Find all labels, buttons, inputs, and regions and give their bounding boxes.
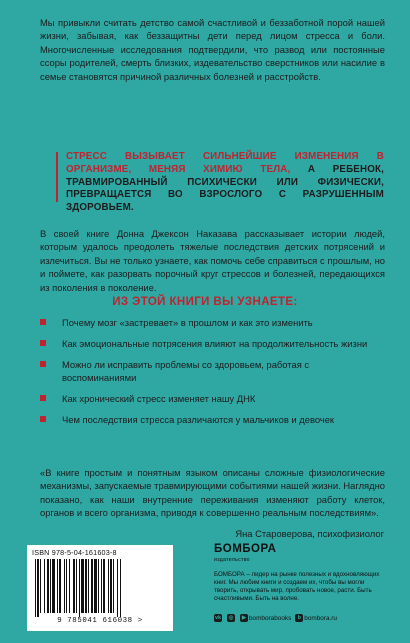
barcode-bar	[47, 559, 49, 613]
review-author: Яна Староверова, психофизиолог	[235, 528, 384, 539]
social-link[interactable]	[214, 614, 223, 622]
bullet-list	[40, 316, 385, 434]
barcode-bar	[79, 559, 80, 617]
publisher-logo: БОМБОРА	[214, 543, 277, 555]
barcode-bar	[98, 559, 99, 613]
bullet-item: Можно ли исправить проблемы со здоровьем, работая с воспоминаниями	[40, 358, 385, 384]
social-link[interactable]	[240, 614, 291, 622]
web-icon: b	[295, 614, 303, 622]
barcode-bar	[35, 559, 36, 617]
bullet-item: Как хронический стресс изменяет нашу ДНК	[40, 392, 385, 405]
youtube-icon: ▶	[241, 615, 247, 621]
bullet-square-icon	[40, 395, 46, 401]
barcode-bar	[91, 559, 93, 613]
pull-quote	[66, 151, 384, 215]
barcode-bar	[120, 559, 121, 617]
bullet-square-icon	[40, 319, 46, 325]
barcode-bar	[76, 559, 77, 613]
instagram-icon: ◎	[228, 615, 234, 621]
pull-quote-red: СТРЕСС ВЫЗЫВАЕТ СИЛЬНЕЙШИЕ ИЗМЕНЕНИЯ В ОРГАНИЗМЕ, МЕНЯЯ ХИМИЮ ТЕЛА,	[66, 151, 384, 175]
social-links	[214, 614, 389, 626]
barcode-bar	[110, 559, 112, 613]
barcode-digits: 9 785041 616038 >	[57, 617, 143, 625]
barcode-block	[27, 545, 173, 631]
barcode-bar	[101, 559, 102, 613]
barcode-bar	[88, 559, 89, 613]
barcode-bar	[66, 559, 67, 613]
barcode-bar	[57, 559, 58, 613]
social-label: bomborabooks	[249, 614, 292, 622]
barcode-bar	[64, 559, 65, 613]
barcode-bar	[50, 559, 51, 613]
barcode-bar	[94, 559, 97, 613]
barcode-bar	[108, 559, 109, 613]
publisher-blurb: БОМБОРА – лидер на рынке полезных и вдохновляющих книг. Мы любим книги и создаем их, чтобы вы могли творить, открывать мир, пробовать новое, расти. Быть счастливыми. Быть на волне.	[214, 571, 380, 602]
publisher-logo-subtitle: издательство	[214, 557, 250, 563]
bullets-heading: ИЗ ЭТОЙ КНИГИ ВЫ УЗНАЕТЕ:	[112, 296, 298, 308]
barcode-bar	[113, 559, 114, 613]
barcode-bar	[40, 559, 41, 613]
barcode-bar	[44, 559, 45, 613]
pull-quote-dark: А РЕБЕНОК, ТРАВМИРОВАННЫЙ ПСИХИЧЕСКИ ИЛИ ФИЗИЧЕСКИ, ПРЕВРАЩАЕТСЯ ВО ВЗРОСЛОГО С РАЗРУШЕННЫМ ЗДОРОВЬЕМ.	[66, 163, 384, 214]
body-paragraph: В своей книге Донна Джексон Наказава рассказывает истории людей, которым удалось преодолеть тяжелые последствия детских потрясений и излечиться. Вы не только узнаете, как помочь себе справиться с прошлым, но и поймете, как разорвать порочный круг стрессов и болезней, передающихся из поколения в поколение.	[40, 228, 385, 293]
barcode-bar	[81, 559, 84, 613]
bullet-item: Чем последствия стресса различаются у мальчиков и девочек	[40, 413, 385, 426]
bullet-item: Почему мозг «застревает» в прошлом и как это изменить	[40, 316, 385, 329]
social-label: bombora.ru	[304, 614, 337, 622]
bullet-square-icon	[40, 416, 46, 422]
barcode-bar	[69, 559, 70, 613]
bullet-square-icon	[40, 340, 46, 346]
social-link[interactable]	[295, 614, 337, 622]
review-quote: «В книге простым и понятным языком описаны сложные физиологические механизмы, запускаемые травмирующими событиями нашей жизни. Наглядно показано, как наши внутренние переживания изменяют работу клеток, органов и всего организма, приводя к совершенно реальным последствиям».	[40, 467, 385, 519]
barcode-bar	[85, 559, 87, 613]
quote-accent-bar	[56, 152, 58, 202]
social-link[interactable]	[227, 614, 236, 622]
barcode-bar	[52, 559, 55, 613]
barcode-bar	[103, 559, 105, 613]
barcode-icon	[33, 559, 167, 617]
barcode-bar	[117, 559, 118, 617]
bullet-item: Как эмоциональные потрясения влияют на продолжительность жизни	[40, 337, 385, 350]
barcode-bar	[37, 559, 39, 617]
vk-icon: vk	[214, 615, 222, 621]
barcode-bar	[73, 559, 75, 613]
bullet-square-icon	[40, 361, 46, 367]
isbn-label: ISBN 978-5-04-161603-8	[32, 548, 117, 557]
barcode-bar	[59, 559, 61, 613]
intro-paragraph: Мы привыкли считать детство самой счастливой и беззаботной порой нашей жизни, забывая, как беззащитны дети перед лицом стресса и боли. Многочисленные исследования подтвердили, что развод или постоянные ссоры родителей, смерть близких, издевательство сверстников или насилие в семье становятся причиной различных болезней и расстройств.	[40, 17, 385, 82]
